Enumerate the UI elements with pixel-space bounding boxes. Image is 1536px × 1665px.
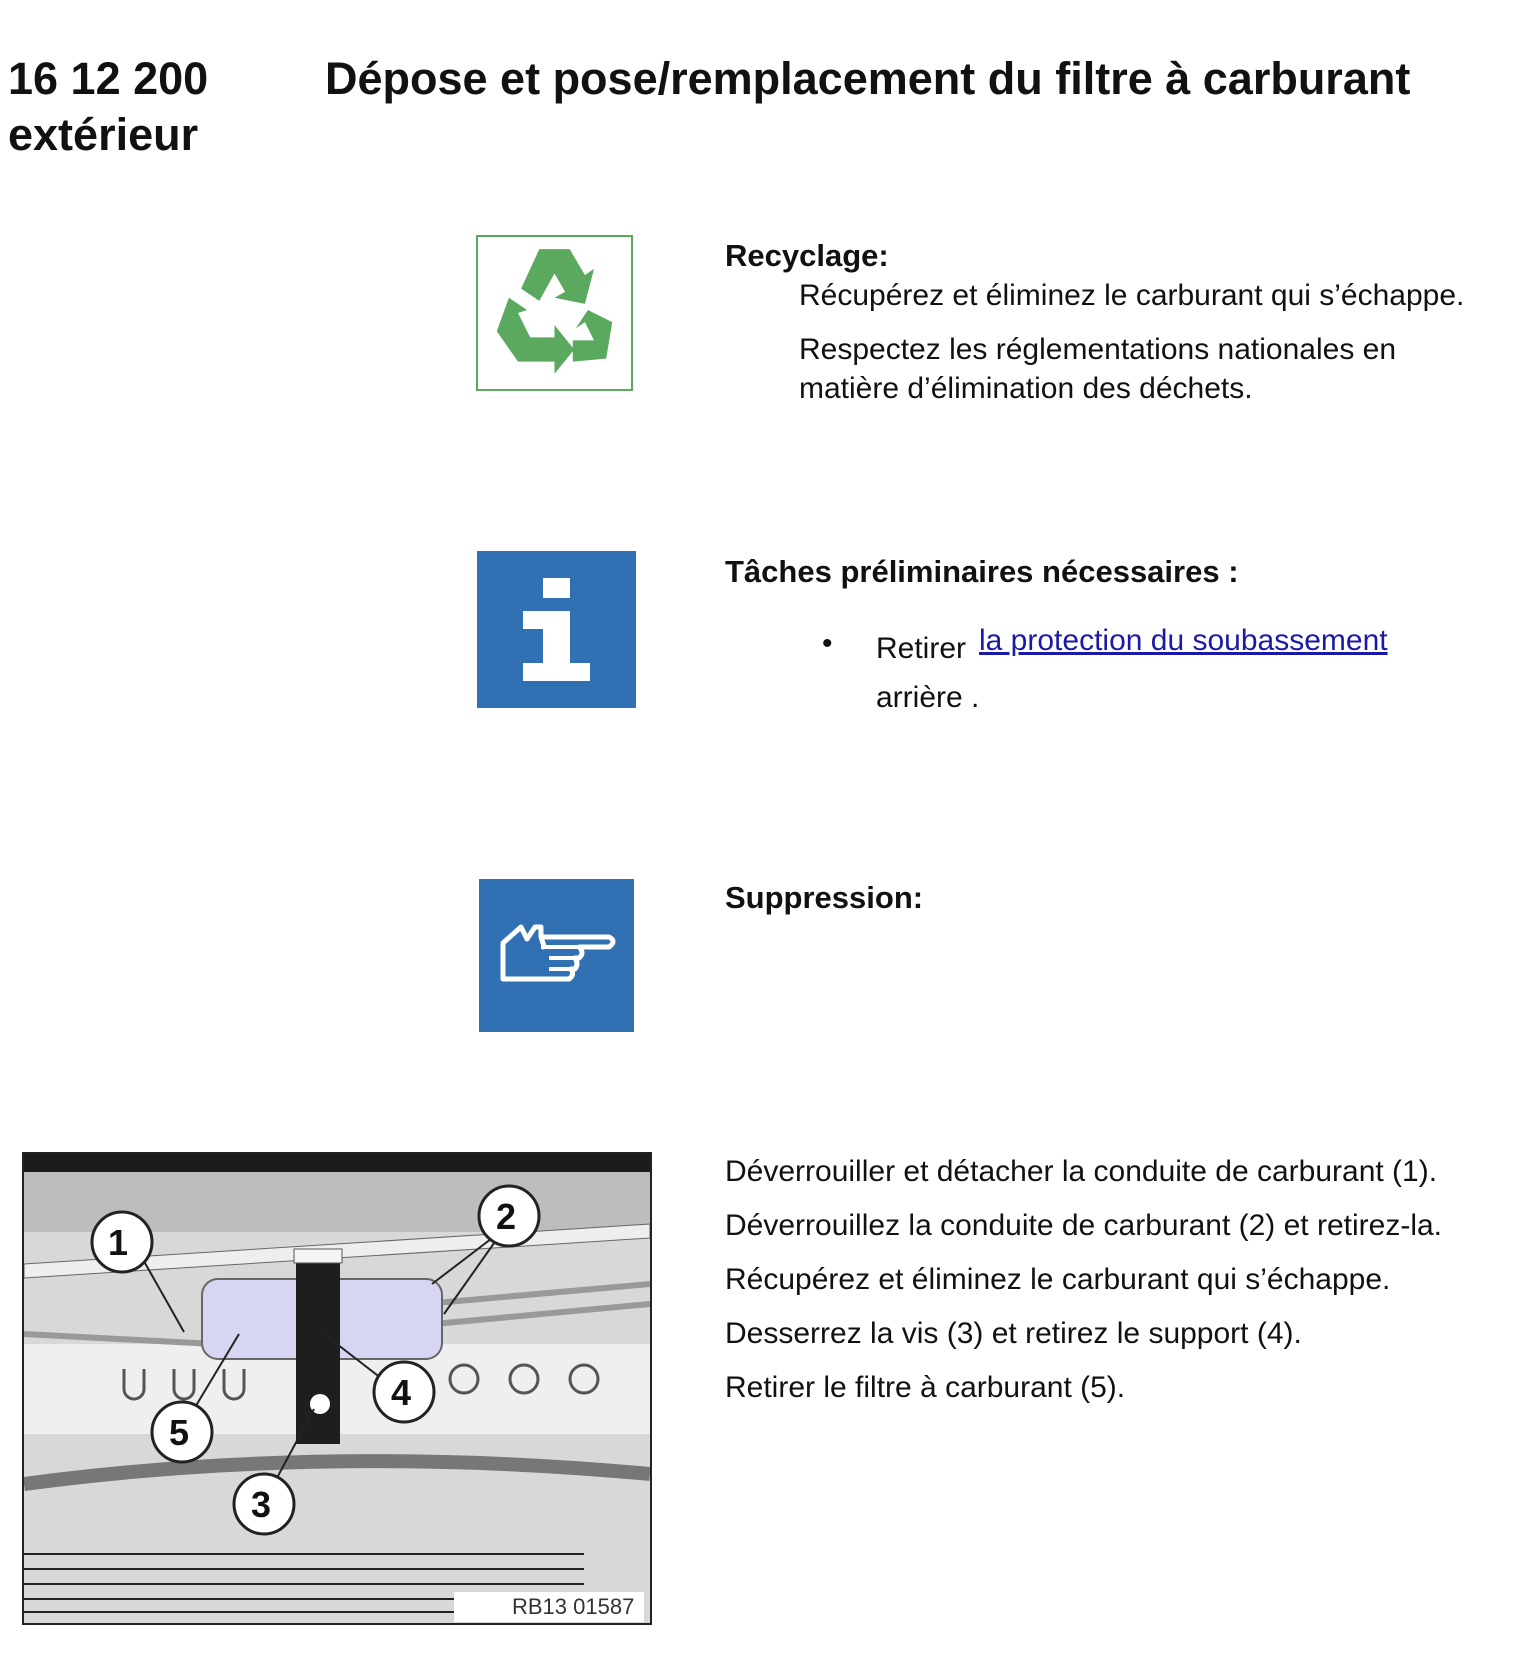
removal-step: Déverrouillez la conduite de carburant (2) et retirez-la. [725,1209,1442,1242]
recycling-text: Récupérez et éliminez le carburant qui s’échappe. [799,279,1465,312]
prerequisite-prefix: Retirer [876,632,967,665]
info-icon [477,551,636,708]
page-title: Dépose et pose/remplacement du filtre à carburant [325,53,1411,104]
recycling-text: Respectez les réglementations nationales en [799,333,1397,366]
recycle-icon [476,235,633,391]
underbody-protection-link[interactable]: la protection du soubassement [979,624,1388,657]
removal-step: Desserrez la vis (3) et retirez le support (4). [725,1317,1302,1350]
recycling-text: matière d’élimination des déchets. [799,372,1253,405]
prerequisite-suffix: arrière . [876,681,980,714]
recycling-heading: Recyclage: [725,238,889,273]
fuel-filter-diagram [22,1152,652,1625]
removal-heading: Suppression: [725,880,924,915]
pointing-hand-icon [479,879,634,1032]
callout-1: 1 [108,1222,129,1263]
figure-reference: RB13 01587 [512,1594,635,1619]
callout-3: 3 [251,1484,272,1525]
removal-step: Récupérez et éliminez le carburant qui s’échappe. [725,1263,1391,1296]
callout-2: 2 [496,1196,517,1237]
callout-4: 4 [391,1372,412,1413]
procedure-code: 16 12 200 [8,53,209,104]
page-title-continued: extérieur [8,109,199,160]
removal-step: Retirer le filtre à carburant (5). [725,1371,1126,1404]
bullet: • [822,627,833,660]
callout-5: 5 [169,1412,190,1453]
prerequisites-heading: Tâches préliminaires nécessaires : [725,554,1239,589]
removal-step: Déverrouiller et détacher la conduite de carburant (1). [725,1155,1438,1188]
